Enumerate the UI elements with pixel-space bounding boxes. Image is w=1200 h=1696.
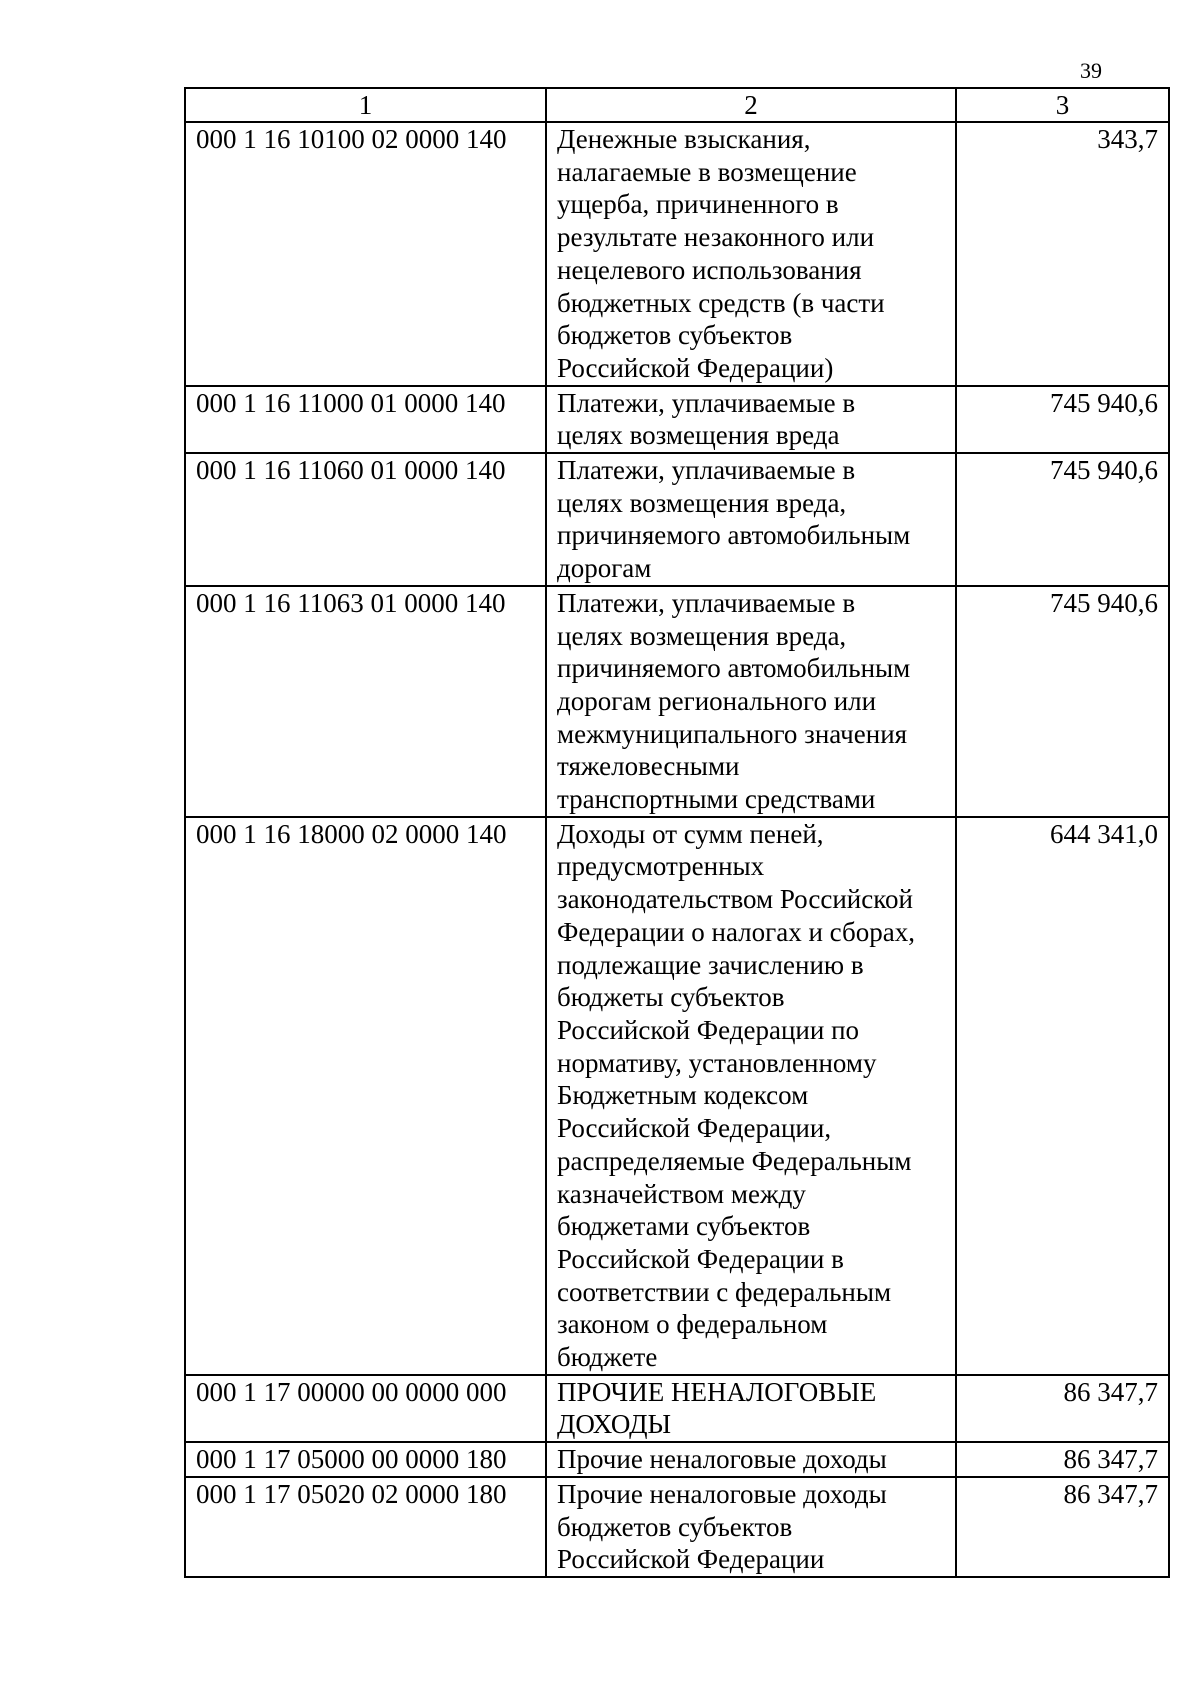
row-name: ПРОЧИЕ НЕНАЛОГОВЫЕ ДОХОДЫ [546,1375,956,1442]
row-code: 000 1 17 05000 00 0000 180 [185,1442,546,1477]
table-header-row [185,88,1169,122]
row-name: Денежные взыскания, налагаемые в возмещение ущерба, причиненного в результате незаконного или нецелевого использования бюджетных средств (в части бюджетов субъектов Российской Федерации) [546,122,956,386]
table-row [185,122,1169,386]
row-name: Платежи, уплачиваемые в целях возмещения вреда [546,386,956,453]
column-header-code: 1 [185,88,546,122]
row-name: Платежи, уплачиваемые в целях возмещения вреда, причиняемого автомобильным дорогам регионального или межмуниципального значения тяжеловесными транспортными средствами [546,586,956,817]
row-code: 000 1 17 00000 00 0000 000 [185,1375,546,1442]
row-amount: 644 341,0 [956,817,1169,1375]
table-row [185,817,1169,1375]
column-header-name: 2 [546,88,956,122]
table-row [185,453,1169,586]
row-amount: 745 940,6 [956,453,1169,586]
row-name: Доходы от сумм пеней, предусмотренных законодательством Российской Федерации о налогах и сборах, подлежащие зачислению в бюджеты субъектов Российской Федерации по нормативу, установленному Бюджетным кодексом Российской Федерации, распределяемые Федеральным казначейством между бюджетами субъектов Российской Федерации в соответствии с федеральным законом о федеральном бюджете [546,817,956,1375]
row-code: 000 1 17 05020 02 0000 180 [185,1477,546,1577]
row-amount: 745 940,6 [956,386,1169,453]
table-row [185,1477,1169,1577]
row-name: Платежи, уплачиваемые в целях возмещения вреда, причиняемого автомобильным дорогам [546,453,956,586]
row-code: 000 1 16 18000 02 0000 140 [185,817,546,1375]
row-amount: 86 347,7 [956,1442,1169,1477]
table-row [185,1375,1169,1442]
budget-revenue-table [184,87,1170,1578]
table-row [185,1442,1169,1477]
table-row [185,386,1169,453]
column-header-amount: 3 [956,88,1169,122]
page-number: 39 [1080,58,1102,83]
row-name: Прочие неналоговые доходы [546,1442,956,1477]
row-code: 000 1 16 11063 01 0000 140 [185,586,546,817]
row-amount: 86 347,7 [956,1477,1169,1577]
row-code: 000 1 16 11000 01 0000 140 [185,386,546,453]
row-amount: 343,7 [956,122,1169,386]
row-amount: 745 940,6 [956,586,1169,817]
row-code: 000 1 16 10100 02 0000 140 [185,122,546,386]
row-name: Прочие неналоговые доходы бюджетов субъектов Российской Федерации [546,1477,956,1577]
table-row [185,586,1169,817]
row-code: 000 1 16 11060 01 0000 140 [185,453,546,586]
row-amount: 86 347,7 [956,1375,1169,1442]
